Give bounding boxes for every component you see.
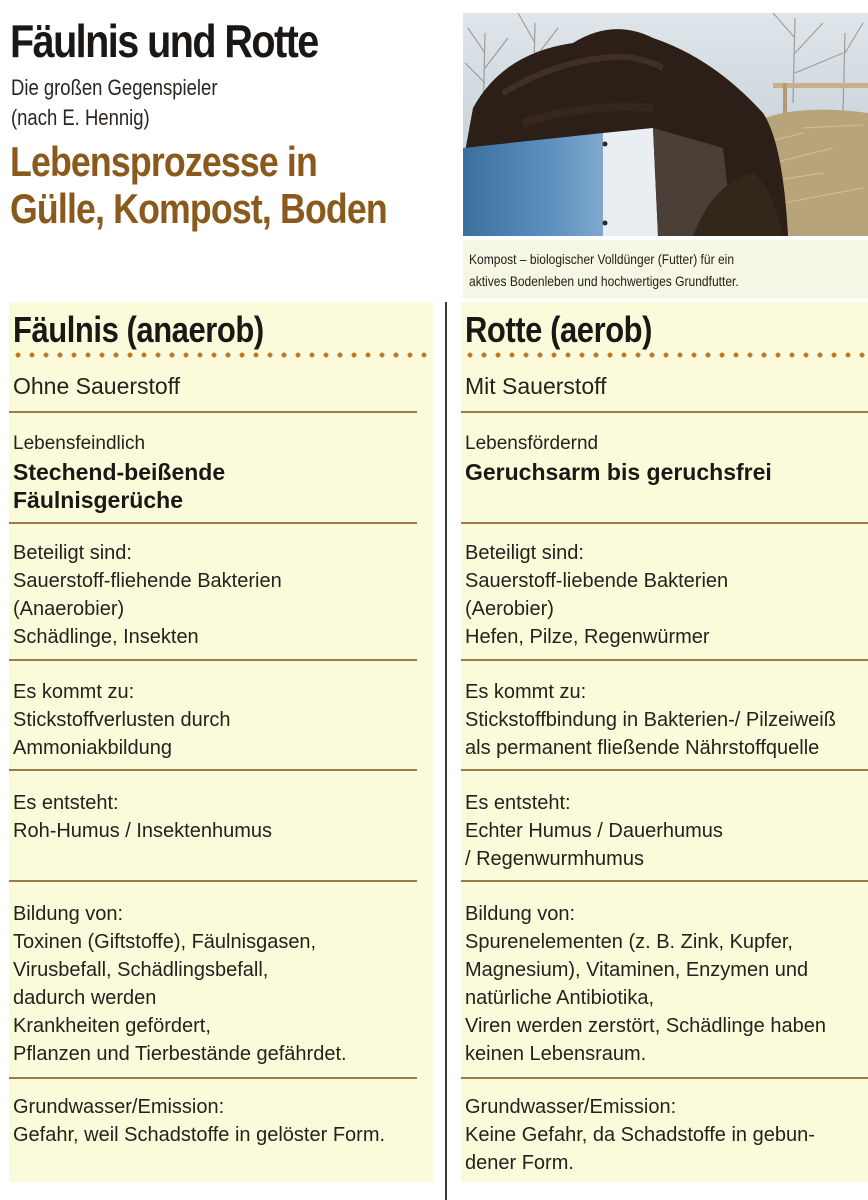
- subtitle: [11, 73, 217, 133]
- character-section: [13, 430, 225, 514]
- product-label: Es entsteht:: [465, 792, 571, 814]
- oxygen-text: Mit Sauerstoff: [465, 373, 607, 399]
- involved-section: [13, 539, 282, 651]
- formation-line: Pflanzen und Tierbestände gefährdet.: [13, 1043, 347, 1065]
- column-divider: [445, 302, 447, 1200]
- section-divider: [9, 880, 417, 882]
- involved-line: Sauerstoff-liebende Bakterien: [465, 570, 729, 592]
- involved-line: Hefen, Pilze, Regenwürmer: [465, 626, 710, 648]
- column-rotte: [461, 302, 868, 1182]
- involved-line: (Anaerobier): [13, 598, 125, 620]
- involved-line: Sauerstoff-fliehende Bakterien: [13, 570, 282, 592]
- section-heading-line: Gülle, Kompost, Boden: [10, 185, 387, 232]
- water-section: [13, 1093, 385, 1149]
- caption-line: Kompost – biologischer Volldünger (Futter) für ein: [469, 251, 735, 267]
- water-label: Grundwasser/Emission:: [465, 1096, 677, 1118]
- photo-caption: [463, 240, 868, 298]
- character-label: Lebensfeindlich: [13, 433, 146, 454]
- compost-heap-illustration: [463, 13, 868, 236]
- compost-photo: [463, 13, 868, 236]
- section-divider: [9, 659, 417, 661]
- section-divider: [461, 769, 868, 771]
- formation-label: Bildung von:: [465, 903, 576, 925]
- result-line: als permanent fließende Nährstoffquelle: [465, 737, 820, 759]
- involved-label: Beteiligt sind:: [465, 542, 584, 564]
- subtitle-line: Die großen Gegenspieler: [11, 75, 218, 100]
- section-divider: [9, 522, 417, 524]
- water-line: Gefahr, weil Schadstoffe in gelöster Form.: [13, 1124, 386, 1146]
- formation-line: keinen Lebensraum.: [465, 1043, 647, 1065]
- formation-section: [465, 900, 826, 1068]
- involved-label: Beteiligt sind:: [13, 542, 132, 564]
- subtitle-attribution: (nach E. Hennig): [11, 105, 150, 130]
- column-title: Rotte (aerob): [465, 309, 653, 350]
- page-title: Fäulnis und Rotte: [10, 15, 318, 67]
- product-label: Es entsteht:: [13, 792, 119, 814]
- result-section: [13, 678, 231, 762]
- result-line: Stickstoffbindung in Bakterien-/ Pilzeiweiß: [465, 709, 836, 731]
- column-faeulnis: [9, 302, 433, 1182]
- involved-line: (Aerobier): [465, 598, 554, 620]
- caption-line: aktives Bodenleben und hochwertiges Grundfutter.: [469, 273, 739, 289]
- water-label: Grundwasser/Emission:: [13, 1096, 225, 1118]
- formation-line: dadurch werden: [13, 987, 157, 1009]
- character-section: [465, 430, 772, 486]
- section-divider: [461, 522, 868, 524]
- product-line: Roh-Humus / Insektenhumus: [13, 820, 273, 842]
- involved-section: [465, 539, 728, 651]
- smell-text: Fäulnisgerüche: [13, 487, 183, 513]
- water-section: [465, 1093, 815, 1177]
- result-section: [465, 678, 836, 762]
- oxygen-section: [13, 372, 180, 400]
- section-heading: [10, 138, 387, 232]
- product-line: Echter Humus / Dauerhumus: [465, 820, 723, 842]
- column-title: Fäulnis (anaerob): [13, 309, 264, 350]
- dotted-separator: [463, 350, 868, 360]
- formation-section: [13, 900, 347, 1068]
- smell-text: Geruchsarm bis geruchsfrei: [465, 459, 772, 485]
- water-line: dener Form.: [465, 1152, 574, 1174]
- formation-line: Viren werden zerstört, Schädlinge haben: [465, 1015, 826, 1037]
- formation-label: Bildung von:: [13, 903, 124, 925]
- formation-line: Virusbefall, Schädlingsbefall,: [13, 959, 269, 981]
- formation-line: Toxinen (Giftstoffe), Fäulnisgasen,: [13, 931, 317, 953]
- result-line: Ammoniakbildung: [13, 737, 172, 759]
- section-heading-line: Lebensprozesse in: [10, 138, 317, 185]
- smell-text: Stechend-beißende: [13, 459, 226, 485]
- result-label: Es kommt zu:: [465, 681, 587, 703]
- section-divider: [461, 659, 868, 661]
- section-divider: [461, 880, 868, 882]
- product-line: / Regenwurmhumus: [465, 848, 644, 870]
- section-divider: [9, 411, 417, 413]
- water-line: Keine Gefahr, da Schadstoffe in gebun-: [465, 1124, 815, 1146]
- section-divider: [461, 411, 868, 413]
- involved-line: Schädlinge, Insekten: [13, 626, 199, 648]
- formation-line: Spurenelementen (z. B. Zink, Kupfer,: [465, 931, 793, 953]
- formation-line: natürliche Antibiotika,: [465, 987, 655, 1009]
- section-divider: [461, 1077, 868, 1079]
- oxygen-section: [465, 372, 606, 400]
- dotted-separator: [11, 350, 427, 360]
- result-label: Es kommt zu:: [13, 681, 135, 703]
- product-section: [465, 789, 723, 873]
- formation-line: Krankheiten gefördert,: [13, 1015, 211, 1037]
- oxygen-text: Ohne Sauerstoff: [13, 373, 181, 399]
- character-label: Lebensfördernd: [465, 433, 599, 454]
- result-line: Stickstoffverlusten durch: [13, 709, 231, 731]
- section-divider: [9, 769, 417, 771]
- product-section: [13, 789, 272, 845]
- section-divider: [9, 1077, 417, 1079]
- formation-line: Magnesium), Vitaminen, Enzymen und: [465, 959, 809, 981]
